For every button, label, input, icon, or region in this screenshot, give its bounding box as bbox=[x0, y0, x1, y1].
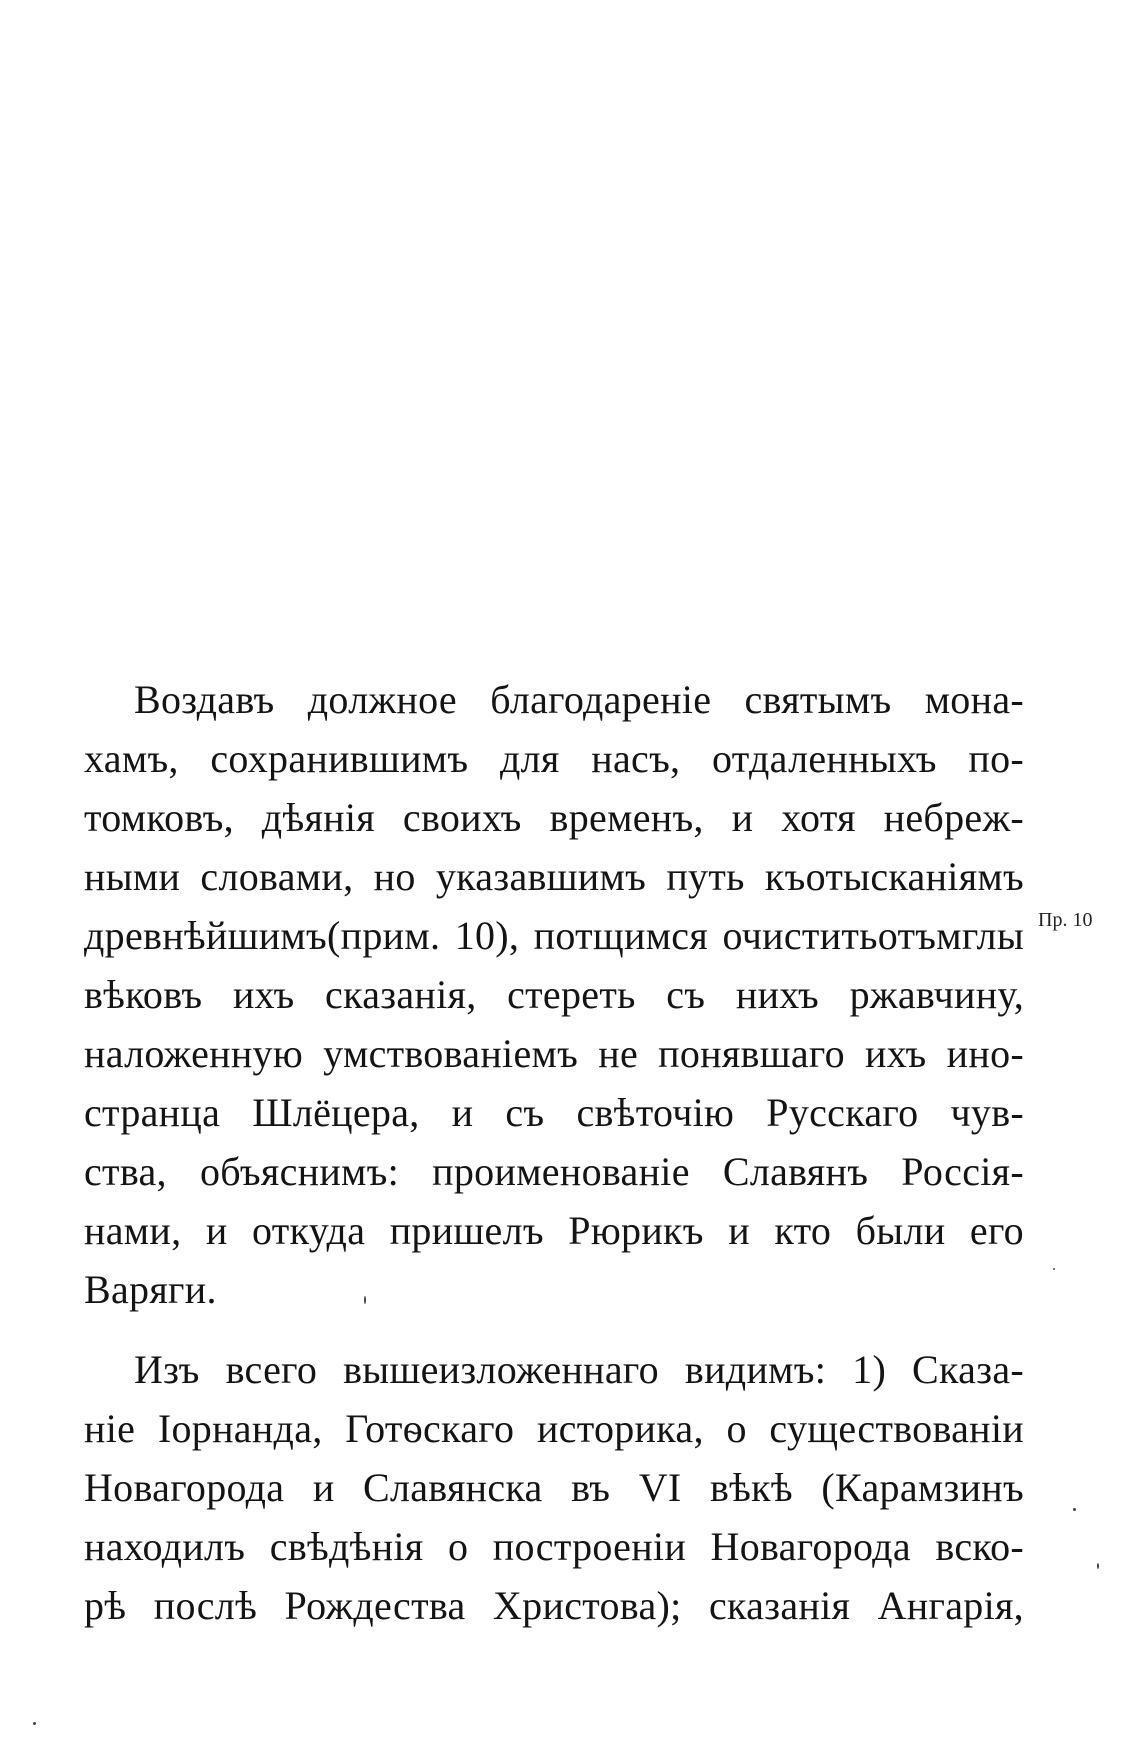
paragraph-1-line: древнѣйшимъ(прим. 10), потщимся очиститьотъмглы bbox=[84, 913, 1024, 958]
paragraph-2-line: Изъ всего вышеизложеннаго видимъ: 1) Сказа- bbox=[134, 1347, 1024, 1392]
paragraph-2-line: ніе Iорнанда, Готѳскаго историка, о существованіи bbox=[84, 1406, 1024, 1451]
paragraph-1-line: томковъ, дѣянія своихъ временъ, и хотя небреж- bbox=[84, 795, 1024, 840]
paragraph-2-line: Новагорода и Славянска въ VI вѣкѣ (Карамзинъ bbox=[84, 1465, 1024, 1510]
paragraph-2 bbox=[84, 1340, 1024, 1635]
paragraph-1-line: Воздавъ должное благодареніе святымъ мона- bbox=[134, 677, 1024, 722]
paragraph-1-line: ства, объяснимъ: проименованіе Славянъ Россія- bbox=[84, 1149, 1024, 1194]
paragraph-1 bbox=[84, 670, 1024, 1319]
scan-speck bbox=[33, 1722, 36, 1725]
paragraph-1-line: странца Шлёцера, и съ свѣточію Русскаго чув- bbox=[84, 1090, 1024, 1135]
paragraph-1-line: ными словами, но указавшимъ путь къотысканіямъ bbox=[84, 854, 1024, 899]
paragraph-1-line: наложенную умствованіемъ не понявшаго ихъ ино- bbox=[84, 1031, 1024, 1076]
paragraph-2-line: находилъ свѣдѣнія о построеніи Новагорода вско- bbox=[84, 1524, 1024, 1569]
paragraph-1-line: хамъ, сохранившимъ для насъ, отдаленныхъ по- bbox=[84, 736, 1024, 781]
margin-note: Пр. 10 bbox=[1038, 909, 1093, 931]
scan-speck bbox=[364, 1296, 366, 1304]
paragraph-2-line: рѣ послѣ Рождества Христова); сказанія Ангарія, bbox=[84, 1583, 1024, 1628]
scan-speck bbox=[1097, 1563, 1099, 1569]
paragraph-1-line: Варяги. bbox=[84, 1267, 217, 1312]
scan-speck bbox=[1073, 1508, 1076, 1511]
paragraph-1-line: нами, и откуда пришелъ Рюрикъ и кто были его bbox=[84, 1208, 1024, 1253]
scan-speck bbox=[1053, 1268, 1055, 1270]
paragraph-1-line: вѣковъ ихъ сказанія, стереть съ нихъ ржавчину, bbox=[84, 972, 1024, 1017]
